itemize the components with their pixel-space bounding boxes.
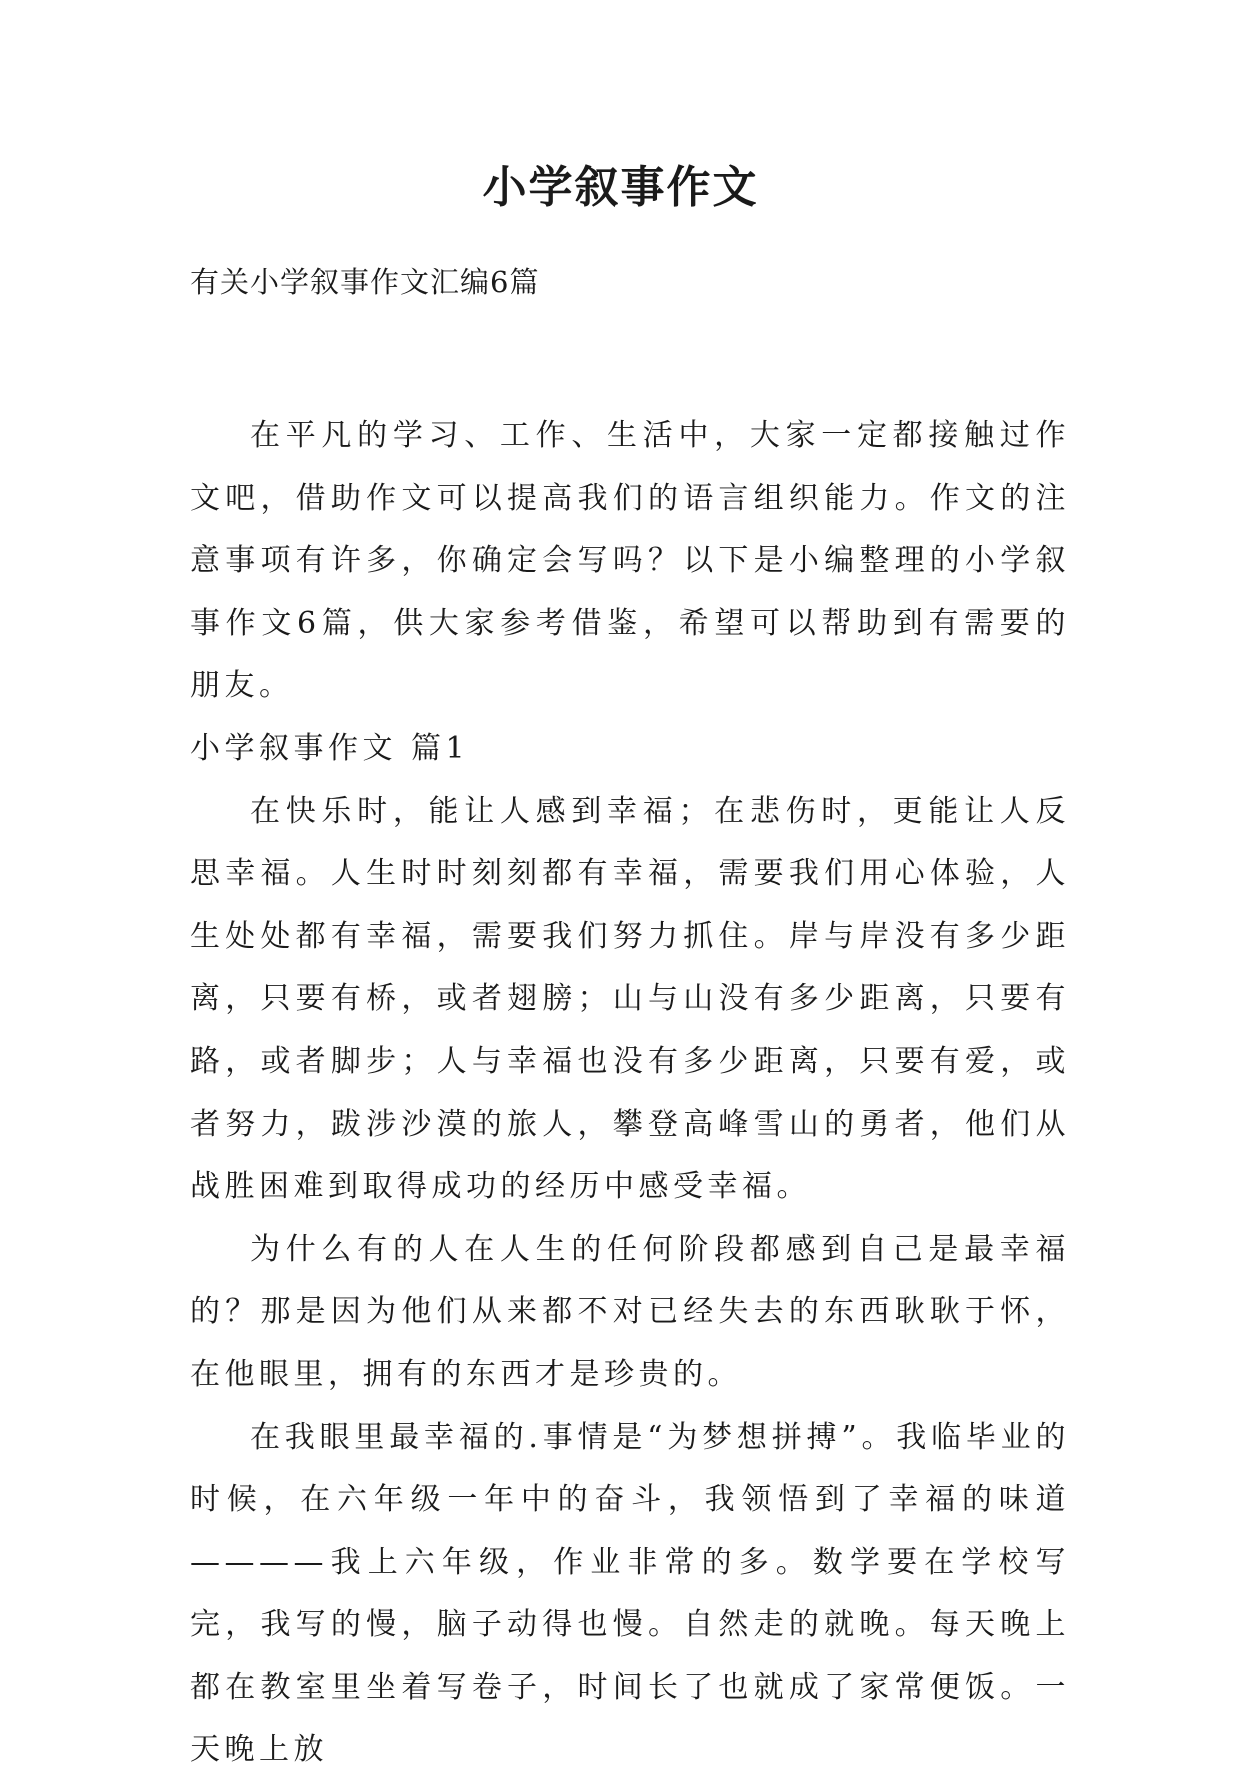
document-body	[190, 405, 1070, 1782]
body-paragraph: 在我眼里最幸福的.事情是“为梦想拼搏”。我临毕业的时候，在六年级一年中的奋斗，我领悟到了幸福的味道————我上六年级，作业非常的多。数学要在学校写完，我写的慢，脑子动得也慢。自然走的就晚。每天晚上都在教室里坐着写卷子，时间长了也就成了家常便饭。一天晚上放	[190, 1407, 1070, 1782]
body-paragraph: 为什么有的人在人生的任何阶段都感到自己是最幸福的？那是因为他们从来都不对已经失去的东西耿耿于怀，在他眼里，拥有的东西才是珍贵的。	[190, 1219, 1070, 1407]
document-title: 小学叙事作文	[0, 158, 1241, 218]
section-heading: 小学叙事作文 篇1	[190, 718, 1070, 781]
body-paragraph: 在快乐时，能让人感到幸福；在悲伤时，更能让人反思幸福。人生时时刻刻都有幸福，需要我们用心体验，人生处处都有幸福，需要我们努力抓住。岸与岸没有多少距离，只要有桥，或者翅膀；山与山没有多少距离，只要有路，或者脚步；人与幸福也没有多少距离，只要有爱，或者努力，跋涉沙漠的旅人，攀登高峰雪山的勇者，他们从战胜困难到取得成功的经历中感受幸福。	[190, 781, 1070, 1219]
intro-paragraph: 在平凡的学习、工作、生活中，大家一定都接触过作文吧，借助作文可以提高我们的语言组织能力。作文的注意事项有许多，你确定会写吗？以下是小编整理的小学叙事作文6篇，供大家参考借鉴，希望可以帮助到有需要的朋友。	[190, 405, 1070, 718]
document-subtitle: 有关小学叙事作文汇编6篇	[190, 262, 539, 302]
